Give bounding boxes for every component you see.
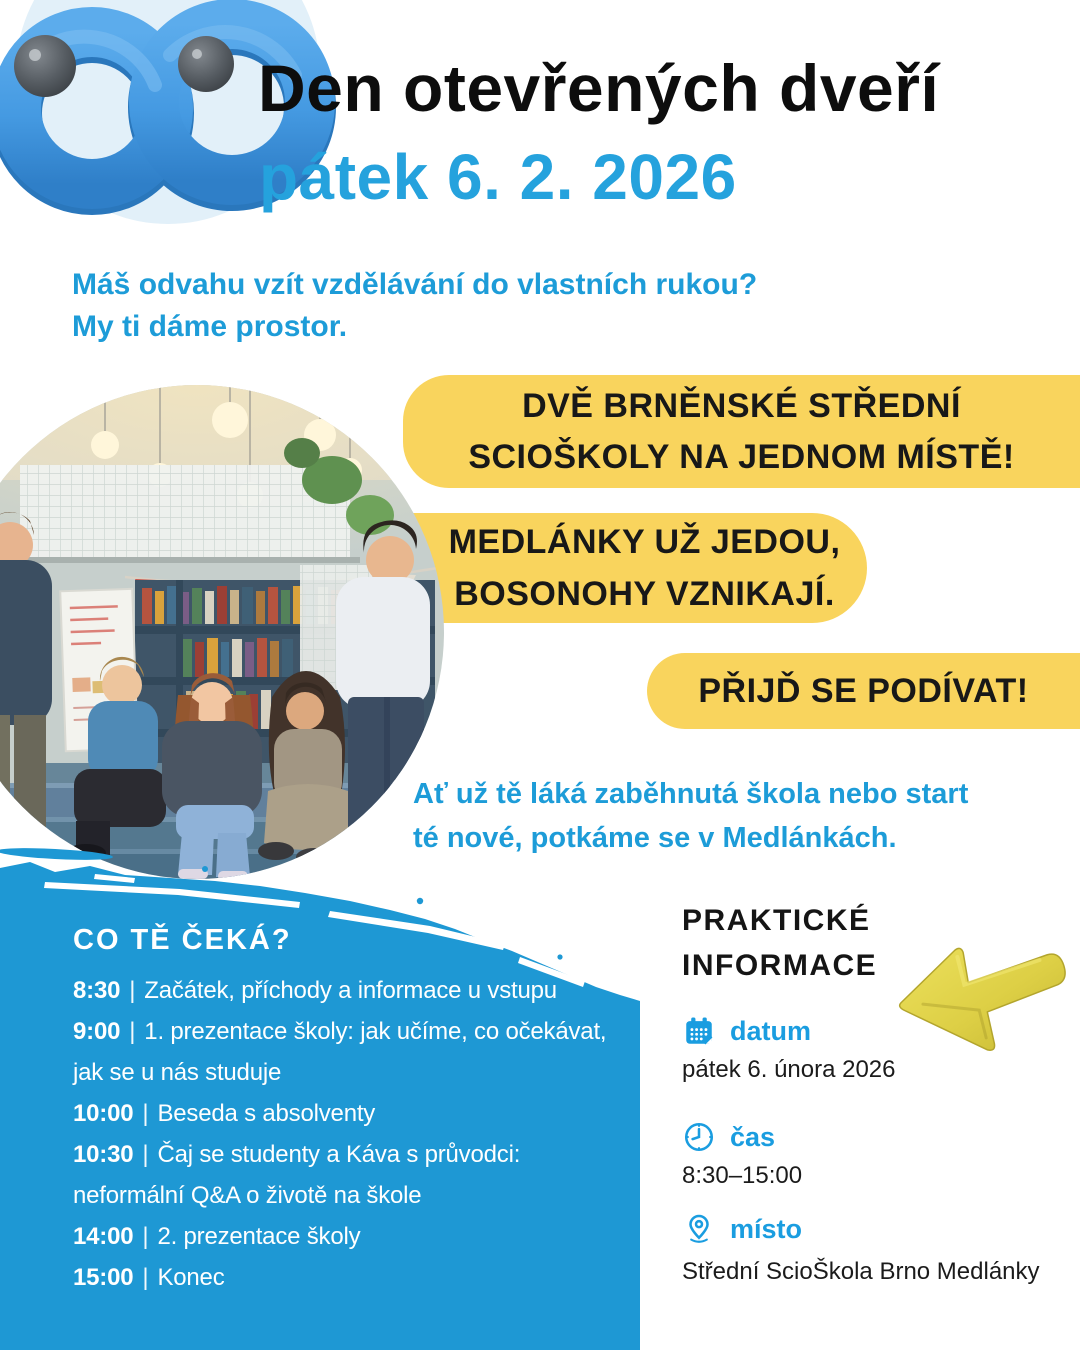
- schedule-text: Konec: [157, 1264, 225, 1291]
- schedule-text: 1. prezentace školy: jak učíme, co očekávat, jak se u nás studuje: [73, 1018, 607, 1086]
- info-value-datum: pátek 6. února 2026: [682, 1056, 896, 1083]
- badge-come-see: [647, 653, 1080, 729]
- page-title: Den otevřených dveří: [258, 51, 940, 125]
- left-googly-eye: [14, 35, 76, 97]
- schedule-time: 9:00: [73, 1018, 121, 1045]
- info-label-cas: čas: [730, 1121, 776, 1152]
- badge-two-schools: [403, 375, 1080, 488]
- schedule-time: 10:30: [73, 1141, 134, 1168]
- clay-arrow-left-icon: [891, 937, 1077, 1071]
- practical-info-heading: PRAKTICKÉ INFORMACE: [682, 904, 878, 982]
- info-row-datum: [682, 1014, 811, 1048]
- schedule-separator: |: [142, 1141, 149, 1168]
- schedule-separator: |: [142, 1223, 149, 1250]
- info-value-cas: 8:30–15:00: [682, 1162, 803, 1189]
- schedule-time: 10:00: [73, 1100, 134, 1127]
- schedule-separator: |: [142, 1100, 149, 1127]
- badge-medlanky-line-1: MEDLÁNKY UŽ JEDOU,: [448, 523, 841, 561]
- calendar-icon: [682, 1014, 716, 1048]
- schedule-text: Beseda s absolventy: [157, 1100, 376, 1127]
- intro-line-2: My ti dáme prostor.: [72, 310, 348, 343]
- location-pin-icon: [682, 1212, 716, 1246]
- badge-come-see-line-1: PŘIJĎ SE PODÍVAT!: [698, 671, 1029, 710]
- schedule-item-4: [73, 1134, 633, 1216]
- student-right-girl: [258, 671, 352, 866]
- schedule-time: 14:00: [73, 1223, 134, 1250]
- schedule-text: Začátek, příchody a informace u vstupu: [144, 977, 557, 1004]
- badge-two-schools-line-2: SCIOŠKOLY NA JEDNOM MÍSTĚ!: [468, 437, 1015, 476]
- schedule-item-2: [73, 1011, 633, 1093]
- info-value-misto: Střední ScioŠkola Brno Medlánky: [682, 1258, 1040, 1285]
- schedule-item-3: [73, 1093, 633, 1134]
- invite-line-2: té nové, potkáme se v Medlánkách.: [413, 822, 897, 854]
- schedule-separator: |: [129, 1018, 136, 1045]
- event-date-subtitle: pátek 6. 2. 2026: [259, 141, 737, 213]
- schedule-heading: CO TĚ ČEKÁ?: [73, 924, 292, 956]
- schedule-separator: |: [129, 977, 136, 1004]
- schedule-item-6: [73, 1257, 633, 1298]
- schedule-item-5: [73, 1216, 633, 1257]
- clock-icon: [682, 1120, 716, 1154]
- schedule-item-1: [73, 970, 633, 1011]
- info-label-datum: datum: [730, 1015, 811, 1046]
- badge-medlanky-line-2: BOSONOHY VZNIKAJÍ.: [454, 575, 835, 613]
- schedule-time: 15:00: [73, 1264, 134, 1291]
- info-row-cas: [682, 1120, 775, 1154]
- students-photo: [0, 385, 444, 879]
- invite-line-1: Ať už tě láká zaběhnutá škola nebo start: [413, 778, 969, 810]
- intro-text: [72, 264, 757, 348]
- schedule-separator: |: [142, 1264, 149, 1291]
- info-row-misto: [682, 1212, 802, 1246]
- right-googly-eye: [178, 36, 234, 92]
- badge-two-schools-line-1: DVĚ BRNĚNSKÉ STŘEDNÍ: [522, 386, 961, 425]
- schedule-text: 2. prezentace školy: [157, 1223, 361, 1250]
- schedule-text: Čaj se studenty a Káva s průvodci: neformální Q&A o životě na škole: [73, 1141, 521, 1209]
- schedule-list: [73, 970, 633, 1298]
- intro-line-1: Máš odvahu vzít vzdělávání do vlastních rukou?: [72, 268, 758, 301]
- info-label-misto: místo: [730, 1213, 803, 1244]
- schedule-time: 8:30: [73, 977, 121, 1004]
